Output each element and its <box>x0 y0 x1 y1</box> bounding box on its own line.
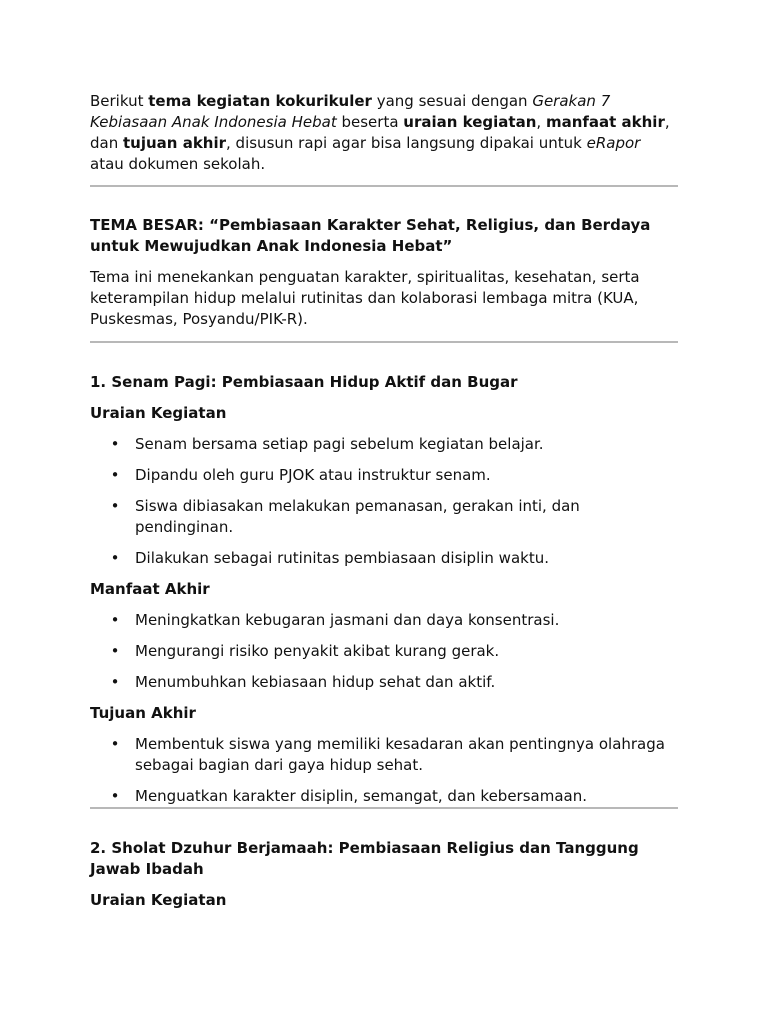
intro-text: Berikut <box>90 92 149 110</box>
intro-text: , disusun rapi agar bisa langsung dipakai untuk <box>226 134 587 152</box>
intro-italic-gerakan: Gerakan 7 Kebiasaan Anak Indonesia Hebat <box>90 92 611 131</box>
intro-bold-uraian: uraian kegiatan <box>403 113 537 131</box>
uraian-list <box>90 434 678 569</box>
intro-text: , dan <box>90 113 670 152</box>
section-title: 1. Senam Pagi: Pembiasaan Hidup Aktif dan Bugar <box>90 373 518 391</box>
list-item-text: Menguatkan karakter disiplin, semangat, dan kebersamaan. <box>135 787 587 805</box>
intro-italic-erapor: eRapor <box>586 134 641 152</box>
theme-description: Tema ini menekankan penguatan karakter, spiritualitas, kesehatan, serta keterampilan hidup melalui rutinitas dan kolaborasi lembaga mitra (KUA, Puskesmas, Posyandu/PIK-R). <box>90 268 640 328</box>
manfaat-list <box>90 610 678 693</box>
bullet-icon: • <box>110 466 120 484</box>
list-item-text: Meningkatkan kebugaran jasmani dan daya konsentrasi. <box>135 611 560 629</box>
bullet-icon: • <box>110 787 120 805</box>
list-item-text: Menumbuhkan kebiasaan hidup sehat dan aktif. <box>135 673 496 691</box>
list-item <box>90 734 678 776</box>
list-item-text: Siswa dibiasakan melakukan pemanasan, gerakan inti, dan pendinginan. <box>135 497 580 536</box>
bullet-icon: • <box>110 435 120 453</box>
list-item-text: Membentuk siswa yang memiliki kesadaran akan pentingnya olahraga sebagai bagian dari gaya hidup sehat. <box>135 735 665 774</box>
tujuan-list <box>90 734 678 807</box>
uraian-heading: Uraian Kegiatan <box>90 891 227 909</box>
bullet-icon: • <box>110 497 120 515</box>
list-item-text: Mengurangi risiko penyakit akibat kurang gerak. <box>135 642 500 660</box>
intro-bold-tema: tema kegiatan kokurikuler <box>148 92 372 110</box>
intro-text: atau dokumen sekolah. <box>90 155 266 173</box>
bullet-icon: • <box>110 642 120 660</box>
bullet-icon: • <box>110 611 120 629</box>
intro-bold-tujuan: tujuan akhir <box>123 134 227 152</box>
intro-bold-manfaat: manfaat akhir <box>545 113 665 131</box>
list-item <box>90 434 678 455</box>
list-item-text: Senam bersama setiap pagi sebelum kegiatan belajar. <box>135 435 544 453</box>
intro-paragraph <box>90 91 678 175</box>
intro-text: , <box>536 113 546 131</box>
intro-text: beserta <box>336 113 404 131</box>
list-item <box>90 548 678 569</box>
list-item <box>90 672 678 693</box>
list-item <box>90 786 678 807</box>
list-item-text: Dilakukan sebagai rutinitas pembiasaan disiplin waktu. <box>135 549 549 567</box>
manfaat-heading: Manfaat Akhir <box>90 580 210 598</box>
bullet-icon: • <box>110 735 120 753</box>
divider <box>90 341 678 343</box>
tujuan-heading: Tujuan Akhir <box>90 704 196 722</box>
bullet-icon: • <box>110 673 120 691</box>
list-item <box>90 496 678 538</box>
list-item <box>90 641 678 662</box>
divider <box>90 807 678 809</box>
uraian-heading: Uraian Kegiatan <box>90 404 227 422</box>
intro-text: yang sesuai dengan <box>371 92 533 110</box>
section-title: 2. Sholat Dzuhur Berjamaah: Pembiasaan Religius dan Tanggung Jawab Ibadah <box>90 839 639 878</box>
list-item-text: Dipandu oleh guru PJOK atau instruktur senam. <box>135 466 491 484</box>
divider <box>90 185 678 187</box>
list-item <box>90 465 678 486</box>
document-content <box>90 91 678 911</box>
theme-title: TEMA BESAR: “Pembiasaan Karakter Sehat, Religius, dan Berdaya untuk Mewujudkan Anak Indonesia Hebat” <box>90 216 651 255</box>
bullet-icon: • <box>110 549 120 567</box>
list-item <box>90 610 678 631</box>
